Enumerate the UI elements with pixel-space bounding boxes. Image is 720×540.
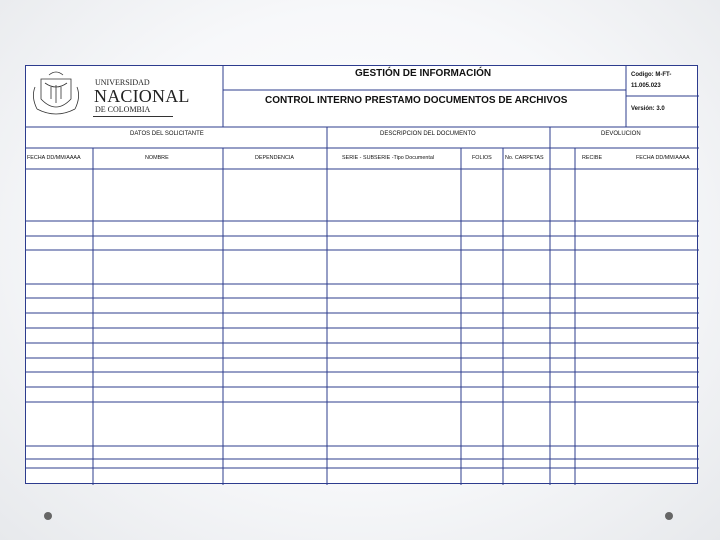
form-grid-lines [26, 66, 699, 485]
logo-text-nacional: NACIONAL [94, 86, 190, 106]
slide-bullet-icon-left [44, 512, 52, 520]
slide-bullet-icon-right [665, 512, 673, 520]
col-no-carpetas: No. CARPETAS [505, 155, 544, 161]
logo-text-universidad: UNIVERSIDAD [95, 78, 150, 87]
university-seal-icon [27, 69, 85, 121]
col-fecha-devolucion: FECHA DD/MM/AAAA [636, 155, 690, 161]
form-code-line1: Codigo: M-FT- [631, 72, 672, 78]
form-title: GESTIÓN DE INFORMACIÓN [355, 68, 492, 79]
section-documento: DESCRIPCION DEL DOCUMENTO [380, 131, 476, 137]
form-code-line2: 11.005.023 [631, 83, 661, 89]
col-folios: FOLIOS [472, 155, 492, 161]
col-recibe: RECIBE [582, 155, 603, 161]
logo-text-de-colombia: DE COLOMBIA [95, 105, 151, 114]
col-dependencia: DEPENDENCIA [255, 155, 294, 161]
logo-underline [93, 116, 173, 117]
col-serie-subserie: SERIE - SUBSERIE -Tipo Documental [342, 155, 435, 161]
section-solicitante: DATOS DEL SOLICITANTE [130, 131, 204, 137]
university-logo [27, 69, 190, 121]
col-nombre: NOMBRE [145, 155, 169, 161]
loan-control-form [25, 65, 698, 484]
col-fecha-solicitud: FECHA DD/MM/AAAA [27, 155, 81, 161]
section-devolucion: DEVOLUCION [601, 131, 641, 137]
form-subtitle: CONTROL INTERNO PRESTAMO DOCUMENTOS DE ARCHIVOS [265, 95, 568, 106]
form-version: Versión: 3.0 [631, 106, 665, 112]
